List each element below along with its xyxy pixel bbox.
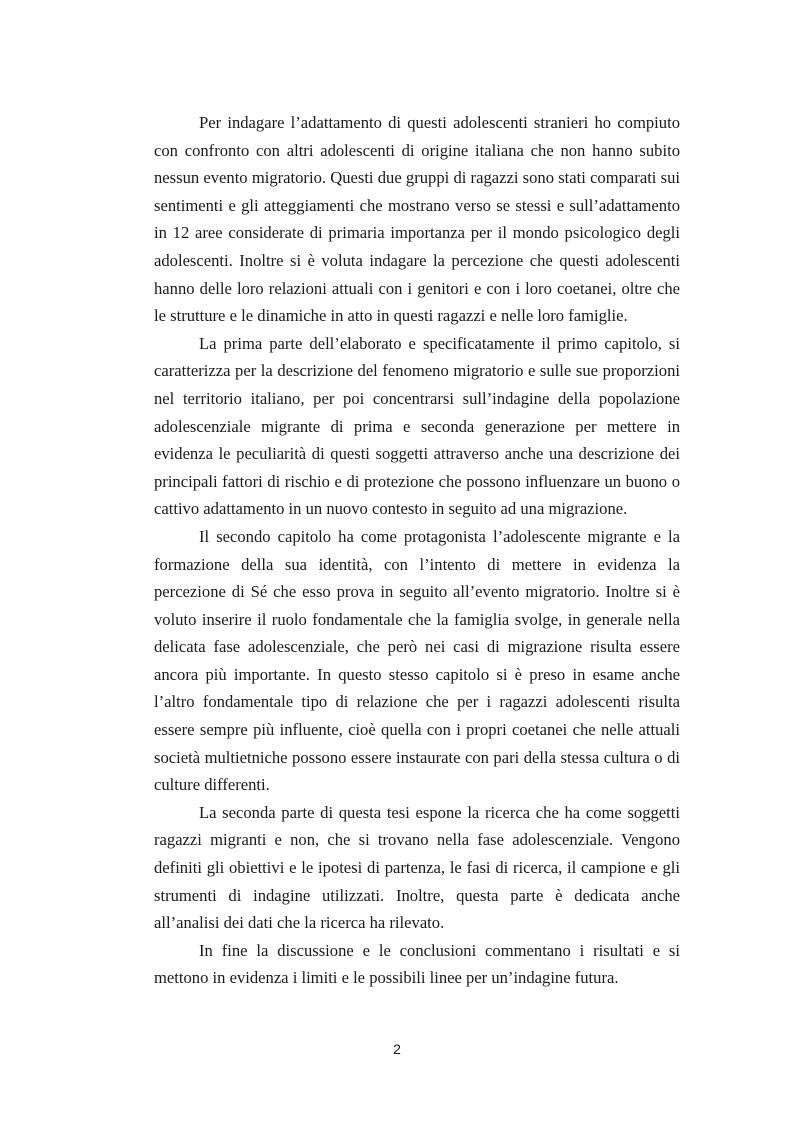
paragraph-2: La prima parte dell’elaborato e specificatamente il primo capitolo, si caratterizza per la descrizione del fenomeno migratorio e sulle sue proporzioni nel territorio italiano, per poi concentrarsi sull’indagine della popolazione adolescenziale migrante di prima e seconda generazione per mettere in evidenza le peculiarità di questi soggetti attraverso anche una descrizione dei principali fattori di rischio e di protezione che possono influenzare un buono o cattivo adattamento in un nuovo contesto in seguito ad una migrazione.	[154, 333, 680, 519]
page-number: 2	[393, 1041, 401, 1057]
paragraph-3: Il secondo capitolo ha come protagonista l’adolescente migrante e la formazione della sua identità, con l’intento di mettere in evidenza la percezione di Sé che esso prova in seguito all’evento migratorio. Inoltre si è voluto inserire il ruolo fondamentale che la famiglia svolge, in generale nella delicata fase adolescenziale, che però nei casi di migrazione risulta essere ancora più importante. In questo stesso capitolo si è preso in esame anche l’altro fondamentale tipo di relazione che per i ragazzi adolescenti risulta essere sempre più influente, cioè quella con i propri coetanei che nelle attuali società multietniche possono essere instaurate con pari della stessa cultura o di culture differenti.	[154, 526, 680, 795]
body-text	[154, 109, 680, 992]
paragraph-5: In fine la discussione e le conclusioni commentano i risultati e si mettono in evidenza i limiti e le possibili linee per un’indagine futura.	[154, 940, 680, 988]
paragraph-1: Per indagare l’adattamento di questi adolescenti stranieri ho compiuto con confronto con altri adolescenti di origine italiana che non hanno subito nessun evento migratorio. Questi due gruppi di ragazzi sono stati comparati sui sentimenti e gli atteggiamenti che mostrano verso se stessi e sull’adattamento in 12 aree considerate di primaria importanza per il mondo psicologico degli adolescenti. Inoltre si è voluta indagare la percezione che questi adolescenti hanno delle loro relazioni attuali con i genitori e con i loro coetanei, oltre che le strutture e le dinamiche in atto in questi ragazzi e nelle loro famiglie.	[154, 113, 680, 326]
paragraph-4: La seconda parte di questa tesi espone la ricerca che ha come soggetti ragazzi migranti e non, che si trovano nella fase adolescenziale. Vengono definiti gli obiettivi e le ipotesi di partenza, le fasi di ricerca, il campione e gli strumenti di indagine utilizzati. Inoltre, questa parte è dedicata anche all’analisi dei dati che la ricerca ha rilevato.	[154, 802, 680, 933]
